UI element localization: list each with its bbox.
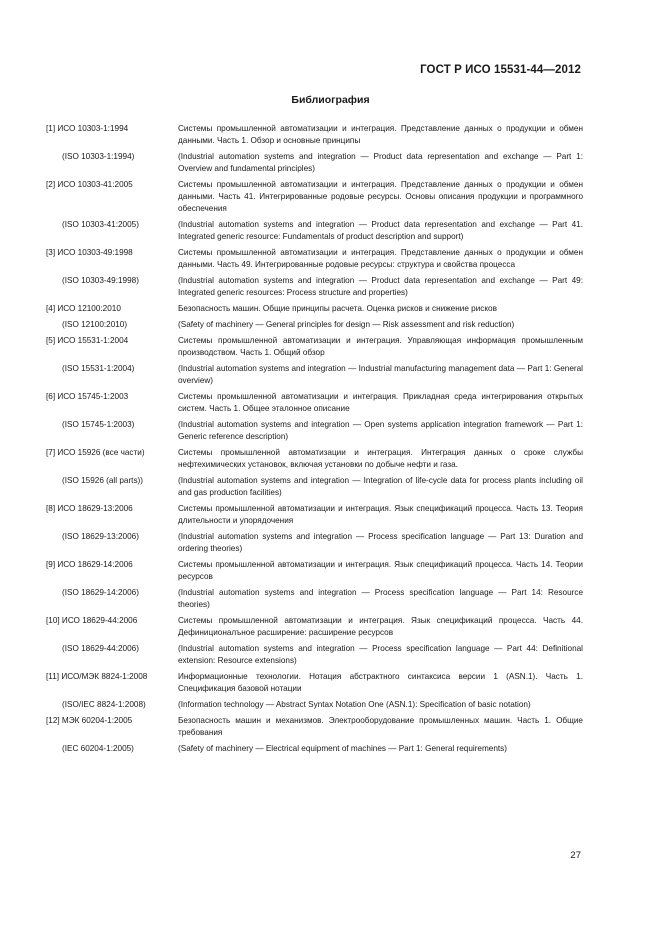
- entry-text-en: (Industrial automation systems and integration — Open systems application integration framework — Part 1: Generic reference description): [178, 420, 583, 441]
- entry-text-ru: Системы промышленной автоматизации и интеграция. Язык спецификаций процесса. Часть 44. Дефиниционалъное расширение: расширение ресурсов: [178, 616, 583, 637]
- entry-text-en: (Industrial automation systems and integration — Integration of life-cycle data for process plants including oil and gas production facilities): [178, 476, 583, 497]
- bibliography-entry: [46, 247, 583, 299]
- entry-ref-ru: [11] ИСО/МЭК 8824-1:2008: [46, 672, 148, 681]
- entry-text-en: (Industrial automation systems and integration — Process specification language — Part 44: Definitional extension: Resource extensions): [178, 644, 583, 665]
- entry-text-ru: Системы промышленной автоматизации и интеграция. Язык спецификаций процесса. Часть 13. Теория длительности и упорядочения: [178, 504, 583, 525]
- entry-text-ru: Системы промышленной автоматизации и интеграция. Представление данных о продукции и обмен данными. Часть 1. Обзор и основные принципы: [178, 124, 583, 145]
- entry-ref-en: (ISO 10303-1:1994): [62, 152, 135, 161]
- entry-ref-en: (ISO 10303-41:2005): [62, 220, 139, 229]
- entry-text-en: (Industrial automation systems and integration — Product data representation and exchange — Part 1: Overview and fundamental principles): [178, 152, 583, 173]
- entry-ref-ru: [3] ИСО 10303-49:1998: [46, 248, 133, 257]
- entry-ref-ru: [8] ИСО 18629-13:2006: [46, 504, 133, 513]
- entry-ref-en: (ISO 18629-13:2006): [62, 532, 139, 541]
- entry-ref-en: (ISO 10303-49:1998): [62, 276, 139, 285]
- entry-ref-ru: [2] ИСО 10303-41:2005: [46, 180, 133, 189]
- entry-ref-en: (ISO 18629-44:2006): [62, 644, 139, 653]
- entry-text-en: (Safety of machinery — General principles for design — Risk assessment and risk reduction): [178, 320, 515, 329]
- bibliography-entry: [46, 503, 583, 555]
- entry-ref-ru: [7] ИСО 15926 (все части): [46, 448, 145, 457]
- entry-ref-ru: [5] ИСО 15531-1:2004: [46, 336, 129, 345]
- entry-ref-en: (ISO 15926 (all parts)): [62, 476, 143, 485]
- page-number: 27: [570, 850, 581, 861]
- entry-text-en: (Industrial automation systems and integration — Product data representation and exchange — Part 41. Integrated generic resource: Fundamentals of product description and support): [178, 220, 583, 241]
- entry-ref-en: (IEC 60204-1:2005): [62, 744, 134, 753]
- entry-text-ru: Безопасность машин и механизмов. Электрооборудование промышленных машин. Часть 1. Общие требования: [178, 716, 583, 737]
- bibliography-entry: [46, 615, 583, 667]
- bibliography-entry: [46, 335, 583, 387]
- entry-ref-ru: [4] ИСО 12100:2010: [46, 304, 121, 313]
- bibliography-entry: [46, 447, 583, 499]
- entry-ref-en: (ISO 15531-1:2004): [62, 364, 135, 373]
- entry-text-ru: Информационные технологии. Нотация абстрактного синтаксиса версии 1 (ASN.1). Часть 1. Спецификация базовой нотации: [178, 672, 583, 693]
- bibliography-entry: [46, 303, 583, 331]
- entry-text-ru: Системы промышленной автоматизации и интеграция. Интеграция данных о сроке службы нефтехимических установок, включая установки по добыче нефти и газа.: [178, 448, 583, 469]
- entry-ref-en: (ISO 18629-14:2006): [62, 588, 139, 597]
- entry-text-ru: Системы промышленной автоматизации и интеграция. Представление данных о продукции и обмен данными. Часть 49. Интегрированные родовые ресурсы: структура и свойства процесса: [178, 248, 583, 269]
- entry-ref-en: (ISO 12100:2010): [62, 320, 128, 329]
- entry-ref-ru: [9] ИСО 18629-14:2006: [46, 560, 133, 569]
- entry-text-en: (Industrial automation systems and integration — Product data representation and exchange — Part 49: Integrated generic resources: Process structure and properties): [178, 276, 583, 297]
- entry-text-en: (Safety of machinery — Electrical equipment of machines — Part 1: General requirements): [178, 744, 508, 753]
- bibliography-entry: [46, 715, 583, 755]
- entry-text-en: (Information technology — Abstract Syntax Notation One (ASN.1): Specification of basic notation): [178, 700, 531, 709]
- entry-text-en: (Industrial automation systems and integration — Process specification language — Part 14: Resource theories): [178, 588, 583, 609]
- bibliography-entry: [46, 391, 583, 443]
- entry-text-ru: Системы промышленной автоматизации и интеграция. Язык спецификаций процесса. Часть 14. Теории ресурсов: [178, 560, 583, 581]
- entry-ref-ru: [6] ИСО 15745-1:2003: [46, 392, 129, 401]
- bibliography-entry: [46, 671, 583, 711]
- bibliography-entry: [46, 179, 583, 243]
- entry-ref-en: (ISO/IEC 8824-1:2008): [62, 700, 146, 709]
- entry-ref-ru: [12] МЭК 60204-1:2005: [46, 716, 133, 725]
- entry-text-en: (Industrial automation systems and integration — Industrial manufacturing management data — Part 1: General overview): [178, 364, 583, 385]
- entry-ref-ru: [1] ИСО 10303-1:1994: [46, 124, 129, 133]
- bibliography-entry: [46, 559, 583, 611]
- bibliography-title: Библиография: [291, 94, 370, 106]
- bibliography-entry: [46, 123, 583, 175]
- entry-text-en: (Industrial automation systems and integration — Process specification language — Part 13: Duration and ordering theories): [178, 532, 583, 553]
- entry-text-ru: Системы промышленной автоматизации и интеграция. Представление данных о продукции и обмен данными. Часть 41. Интегрированные родовые ресурсы. Основы описания продукции и программного обеспечения: [178, 180, 583, 213]
- entry-ref-ru: [10] ИСО 18629-44:2006: [46, 616, 138, 625]
- document-standard-header: ГОСТ Р ИСО 15531-44—2012: [420, 64, 581, 76]
- entry-text-ru: Системы промышленной автоматизации и интеграция. Прикладная среда интегрирования открытых систем. Часть 1. Общее эталонное описание: [178, 392, 583, 413]
- entry-ref-en: (ISO 15745-1:2003): [62, 420, 135, 429]
- bibliography-list: [46, 123, 583, 759]
- entry-text-ru: Системы промышленной автоматизации и интеграция. Управляющая информация промышленным производством. Часть 1. Общий обзор: [178, 336, 583, 357]
- entry-text-ru: Безопасность машин. Общие принципы расчета. Оценка рисков и снижение рисков: [178, 304, 497, 313]
